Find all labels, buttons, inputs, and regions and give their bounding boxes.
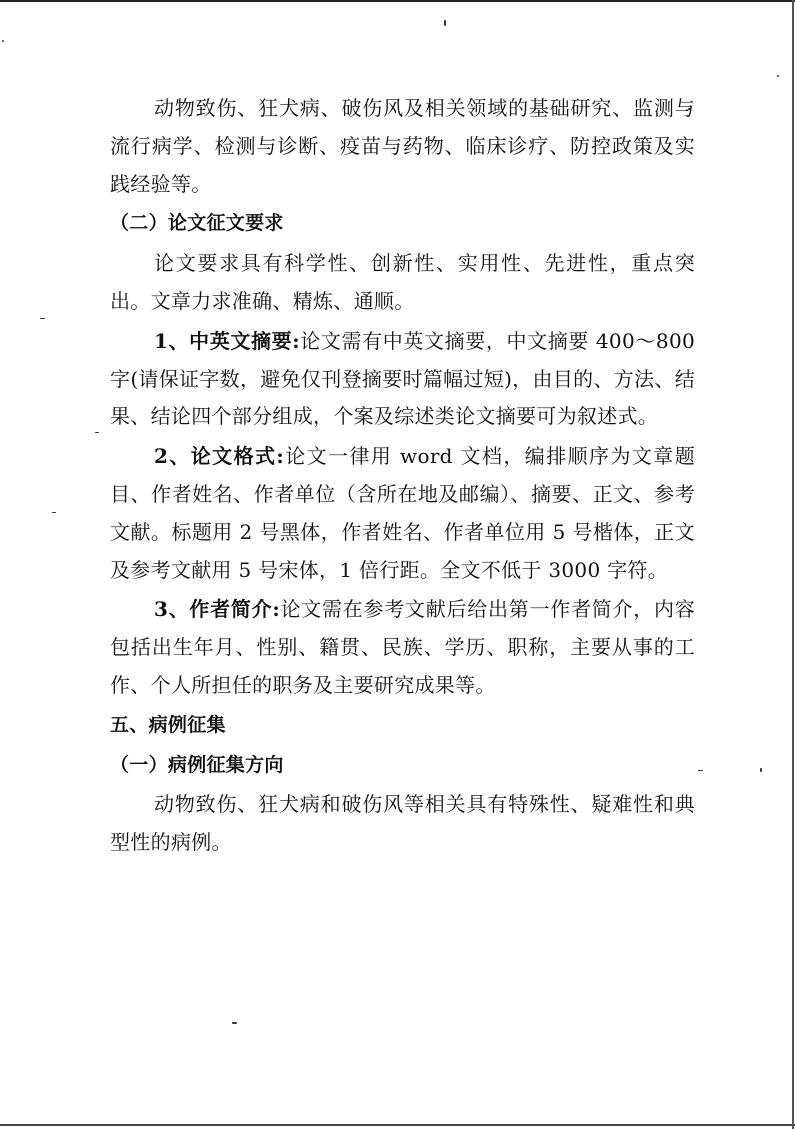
item-abstract-lead: 1、中英文摘要:: [154, 328, 300, 353]
item-format-lead: 2、论文格式:: [154, 444, 285, 469]
paragraph-research-areas: 动物致伤、狂犬病、破伤风及相关领域的基础研究、监测与流行病学、检测与诊断、疫苗与药物、临床诊疗、防控政策及实践经验等。: [110, 96, 695, 196]
heading-paper-requirements: （二）论文征文要求: [110, 212, 284, 235]
item-author-bio-text: 论文需在参考文献后给出第一作者简介，内容包括出生年月、性别、籍贯、民族、学历、职称，主要从事的工作、个人所担任的职务及主要研究成果等。: [110, 597, 695, 697]
scan-speck: [760, 768, 762, 772]
item-author-bio: [110, 591, 695, 704]
item-abstract-text: 论文需有中英文摘要，中文摘要 400～800 字(请保证字数，避免仅刊登摘要时篇幅过短)，由目的、方法、结果、结论四个部分组成，个案及综述类论文摘要可为叙述式。: [110, 328, 695, 429]
scan-top-edge: [0, 0, 795, 2]
item-format: [110, 438, 695, 589]
heading-case-collection: 五、病例征集: [110, 713, 226, 736]
item-format-text: 论文一律用 word 文档，编排顺序为文章题目、作者姓名、作者单位（含所在地及邮编）、摘要、正文、参考文献。标题用 2 号黑体，作者姓名、作者单位用 5 号楷体，正文及参考文献用 5 号宋体，1 倍行距。全文不低于 3000 字符。: [110, 444, 695, 582]
heading-case-direction: （一）病例征集方向: [110, 753, 284, 776]
scan-speck: [777, 75, 779, 77]
scan-speck: [444, 20, 446, 26]
item-author-bio-lead: 3、作者简介:: [154, 597, 281, 622]
scan-bottom-edge: [0, 1124, 795, 1126]
document-body: [110, 90, 695, 862]
scan-right-edge: [792, 0, 794, 1129]
paragraph-case-types: 动物致伤、狂犬病和破伤风等相关具有特殊性、疑难性和典型性的病例。: [110, 792, 695, 855]
scan-speck: [95, 432, 99, 433]
paragraph-paper-quality: 论文要求具有科学性、创新性、实用性、先进性，重点突出。文章力求准确、精炼、通顺。: [110, 251, 695, 313]
scan-speck: [52, 512, 56, 513]
scan-speck: [40, 318, 45, 319]
item-abstract: [110, 323, 695, 436]
scan-speck: [232, 1022, 237, 1024]
scan-speck: [2, 40, 4, 42]
scan-speck: [698, 770, 703, 771]
